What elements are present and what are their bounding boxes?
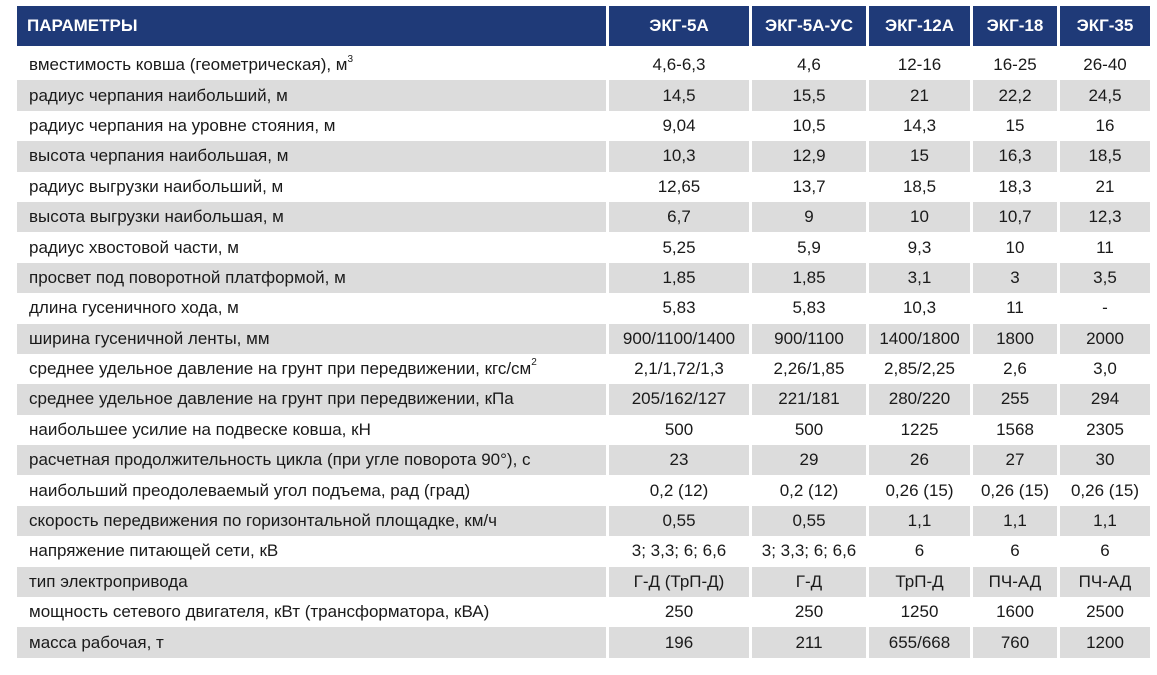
value-cell: 250	[609, 597, 752, 627]
value-cell: 2,26/1,85	[752, 354, 869, 384]
parameter-label: радиус выгрузки наибольший, м	[17, 172, 609, 202]
value-cell: 6	[869, 536, 973, 566]
value-cell: 0,26 (15)	[973, 475, 1060, 505]
unit-superscript: 3	[347, 53, 354, 65]
table-row	[17, 111, 1150, 141]
value-cell: 3,0	[1060, 354, 1150, 384]
value-cell: 1,85	[609, 263, 752, 293]
value-cell: 0,26 (15)	[869, 475, 973, 505]
value-cell: 12,3	[1060, 202, 1150, 232]
value-cell: 18,3	[973, 172, 1060, 202]
value-cell: 21	[1060, 172, 1150, 202]
value-cell: 30	[1060, 445, 1150, 475]
header-parameters: ПАРАМЕТРЫ	[17, 6, 609, 46]
value-cell: 9,3	[869, 232, 973, 262]
value-cell: 10	[973, 232, 1060, 262]
value-cell: 0,26 (15)	[1060, 475, 1150, 505]
value-cell: 10,7	[973, 202, 1060, 232]
parameter-label: наибольший преодолеваемый угол подъема, рад (град)	[17, 475, 609, 505]
unit-superscript: 2	[531, 357, 537, 369]
value-cell: 0,55	[609, 506, 752, 536]
value-cell: 27	[973, 445, 1060, 475]
parameter-label: среднее удельное давление на грунт при передвижении, кПа	[17, 384, 609, 414]
value-cell: 1225	[869, 415, 973, 445]
value-cell: 1200	[1060, 627, 1150, 657]
table-row	[17, 415, 1150, 445]
value-cell: 26	[869, 445, 973, 475]
value-cell: 16,3	[973, 141, 1060, 171]
parameter-label: масса рабочая, т	[17, 627, 609, 657]
value-cell: 3,5	[1060, 263, 1150, 293]
value-cell: 655/668	[869, 627, 973, 657]
value-cell: 1,1	[1060, 506, 1150, 536]
value-cell: 24,5	[1060, 80, 1150, 110]
value-cell: 10,5	[752, 111, 869, 141]
value-cell: 11	[1060, 232, 1150, 262]
value-cell: 1600	[973, 597, 1060, 627]
value-cell: 9	[752, 202, 869, 232]
header-ekg-18: ЭКГ-18	[973, 6, 1060, 46]
table-row	[17, 263, 1150, 293]
value-cell: 10,3	[609, 141, 752, 171]
value-cell: 4,6-6,3	[609, 50, 752, 80]
value-cell: 29	[752, 445, 869, 475]
value-cell: 211	[752, 627, 869, 657]
table-row	[17, 567, 1150, 597]
value-cell: 3; 3,3; 6; 6,6	[609, 536, 752, 566]
value-cell: 6,7	[609, 202, 752, 232]
value-cell: 196	[609, 627, 752, 657]
value-cell: 15	[869, 141, 973, 171]
value-cell: 760	[973, 627, 1060, 657]
spec-table-container	[17, 6, 1150, 658]
value-cell: 6	[973, 536, 1060, 566]
value-cell: 9,04	[609, 111, 752, 141]
value-cell: 500	[752, 415, 869, 445]
value-cell: 18,5	[869, 172, 973, 202]
value-cell: 3,1	[869, 263, 973, 293]
value-cell: 16	[1060, 111, 1150, 141]
table-row	[17, 475, 1150, 505]
value-cell: 1250	[869, 597, 973, 627]
value-cell: 6	[1060, 536, 1150, 566]
parameter-label: высота выгрузки наибольшая, м	[17, 202, 609, 232]
parameter-label: ширина гусеничной ленты, мм	[17, 324, 609, 354]
value-cell: 22,2	[973, 80, 1060, 110]
value-cell: 18,5	[1060, 141, 1150, 171]
table-row	[17, 384, 1150, 414]
table-row	[17, 506, 1150, 536]
value-cell: -	[1060, 293, 1150, 323]
value-cell: 221/181	[752, 384, 869, 414]
parameter-label: радиус хвостовой части, м	[17, 232, 609, 262]
parameter-label: тип электропривода	[17, 567, 609, 597]
parameter-label: наибольшее усилие на подвеске ковша, кН	[17, 415, 609, 445]
header-ekg-5a-us: ЭКГ-5А-УС	[752, 6, 869, 46]
parameter-label: напряжение питающей сети, кВ	[17, 536, 609, 566]
value-cell: 255	[973, 384, 1060, 414]
value-cell: ПЧ-АД	[973, 567, 1060, 597]
parameter-label: скорость передвижения по горизонтальной площадке, км/ч	[17, 506, 609, 536]
value-cell: 16-25	[973, 50, 1060, 80]
table-row	[17, 324, 1150, 354]
parameter-label: радиус черпания на уровне стояния, м	[17, 111, 609, 141]
parameter-label: просвет под поворотной платформой, м	[17, 263, 609, 293]
parameter-label: среднее удельное давление на грунт при передвижении, кгс/$см^2$	[17, 354, 609, 384]
table-row	[17, 536, 1150, 566]
value-cell: 205/162/127	[609, 384, 752, 414]
value-cell: 12,65	[609, 172, 752, 202]
value-cell: 5,25	[609, 232, 752, 262]
header-ekg-35: ЭКГ-35	[1060, 6, 1150, 46]
value-cell: 23	[609, 445, 752, 475]
table-row	[17, 141, 1150, 171]
value-cell: 0,2 (12)	[609, 475, 752, 505]
value-cell: Г-Д (ТрП-Д)	[609, 567, 752, 597]
value-cell: ПЧ-АД	[1060, 567, 1150, 597]
value-cell: 1800	[973, 324, 1060, 354]
parameter-label: мощность сетевого двигателя, кВт (трансформатора, кВА)	[17, 597, 609, 627]
parameter-label: расчетная продолжительность цикла (при угле поворота 90°), с	[17, 445, 609, 475]
value-cell: ТрП-Д	[869, 567, 973, 597]
value-cell: 10	[869, 202, 973, 232]
value-cell: 2,85/2,25	[869, 354, 973, 384]
parameter-label: высота черпания наибольшая, м	[17, 141, 609, 171]
value-cell: 14,3	[869, 111, 973, 141]
value-cell: 0,2 (12)	[752, 475, 869, 505]
table-row	[17, 354, 1150, 384]
value-cell: 26-40	[1060, 50, 1150, 80]
parameter-label: вместимость ковша (геометрическая), $м^3$	[17, 50, 609, 80]
excavator-spec-table	[17, 6, 1150, 658]
value-cell: 1,85	[752, 263, 869, 293]
value-cell: 4,6	[752, 50, 869, 80]
table-row	[17, 445, 1150, 475]
table-row	[17, 80, 1150, 110]
value-cell: 15	[973, 111, 1060, 141]
value-cell: 2,1/1,72/1,3	[609, 354, 752, 384]
value-cell: Г-Д	[752, 567, 869, 597]
value-cell: 10,3	[869, 293, 973, 323]
value-cell: 12-16	[869, 50, 973, 80]
table-body	[17, 50, 1150, 658]
value-cell: 5,83	[752, 293, 869, 323]
value-cell: 1400/1800	[869, 324, 973, 354]
header-ekg-5a: ЭКГ-5А	[609, 6, 752, 46]
parameter-label: длина гусеничного хода, м	[17, 293, 609, 323]
value-cell: 900/1100/1400	[609, 324, 752, 354]
value-cell: 2305	[1060, 415, 1150, 445]
value-cell: 1,1	[973, 506, 1060, 536]
value-cell: 5,9	[752, 232, 869, 262]
value-cell: 250	[752, 597, 869, 627]
value-cell: 0,55	[752, 506, 869, 536]
value-cell: 14,5	[609, 80, 752, 110]
value-cell: 15,5	[752, 80, 869, 110]
parameter-label: радиус черпания наибольший, м	[17, 80, 609, 110]
table-row	[17, 293, 1150, 323]
value-cell: 500	[609, 415, 752, 445]
value-cell: 294	[1060, 384, 1150, 414]
value-cell: 21	[869, 80, 973, 110]
value-cell: 2500	[1060, 597, 1150, 627]
value-cell: 2000	[1060, 324, 1150, 354]
value-cell: 13,7	[752, 172, 869, 202]
header-ekg-12a: ЭКГ-12А	[869, 6, 973, 46]
value-cell: 1,1	[869, 506, 973, 536]
table-row	[17, 597, 1150, 627]
table-row	[17, 232, 1150, 262]
value-cell: 1568	[973, 415, 1060, 445]
value-cell: 3; 3,3; 6; 6,6	[752, 536, 869, 566]
table-row	[17, 50, 1150, 80]
table-row	[17, 172, 1150, 202]
table-header-row	[17, 6, 1150, 46]
value-cell: 11	[973, 293, 1060, 323]
value-cell: 5,83	[609, 293, 752, 323]
value-cell: 280/220	[869, 384, 973, 414]
value-cell: 2,6	[973, 354, 1060, 384]
value-cell: 3	[973, 263, 1060, 293]
table-row	[17, 627, 1150, 657]
value-cell: 900/1100	[752, 324, 869, 354]
table-row	[17, 202, 1150, 232]
value-cell: 12,9	[752, 141, 869, 171]
